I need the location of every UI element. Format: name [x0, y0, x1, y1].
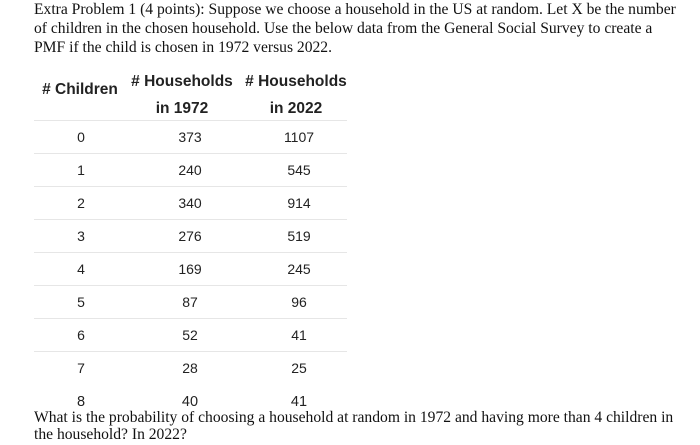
header-households-1972: [122, 68, 242, 122]
table-row: [34, 252, 347, 285]
header-1972-line2: in 1972: [155, 100, 209, 117]
cell-1972: 169: [178, 261, 202, 277]
cell-1972: 240: [178, 162, 202, 178]
cell-children: 8: [76, 394, 86, 410]
cell-children: 6: [77, 327, 85, 343]
cell-2022: 245: [287, 261, 311, 277]
cell-2022: 41: [291, 327, 307, 343]
cell-children: 5: [77, 294, 85, 310]
header-2022-line2: in 2022: [269, 100, 323, 117]
cell-2022: 96: [291, 294, 307, 310]
households-table-body: [34, 120, 347, 416]
cell-1972: 373: [178, 129, 202, 145]
cell-children: 3: [77, 228, 85, 244]
cell-1972: 87: [182, 294, 198, 310]
cell-2022: 1107: [283, 129, 315, 145]
cell-2022: 25: [291, 360, 307, 376]
cell-2022: 41: [290, 394, 308, 410]
header-children: # Children: [42, 81, 118, 98]
cell-1972: 40: [181, 394, 199, 410]
header-households-2022: [236, 68, 356, 122]
cell-1972: 340: [178, 195, 202, 211]
cell-1972: 52: [182, 327, 198, 343]
table-row: [34, 219, 347, 252]
header-1972-line1: # Households: [131, 73, 233, 90]
table-row: [34, 186, 347, 219]
table-row: [34, 351, 347, 384]
cell-1972: 28: [182, 360, 198, 376]
cell-children: 0: [77, 129, 85, 145]
table-row: [34, 285, 347, 318]
cell-2022: 519: [287, 228, 311, 244]
cell-children: 4: [77, 261, 85, 277]
problem-intro-text: Extra Problem 1 (4 points): Suppose we choose a household in the US at random. Let X be the number of children in the chosen household. Use the below data from the General Social Survey to create a PMF if the child is chosen in 1972 versus 2022.: [34, 1, 676, 56]
problem-question-text: What is the probability of choosing a household at random in 1972 and having more than 4 children in the household? In 2022?: [34, 409, 674, 443]
cell-2022: 545: [287, 162, 311, 178]
cell-children: 2: [77, 195, 85, 211]
cell-children: 7: [77, 360, 85, 376]
table-row: [34, 153, 347, 186]
cell-2022: 914: [287, 195, 311, 211]
cell-children: 1: [77, 162, 85, 178]
cell-1972: 276: [178, 228, 202, 244]
table-row: [34, 318, 347, 351]
header-2022-line1: # Households: [245, 73, 347, 90]
table-row: [34, 120, 347, 153]
